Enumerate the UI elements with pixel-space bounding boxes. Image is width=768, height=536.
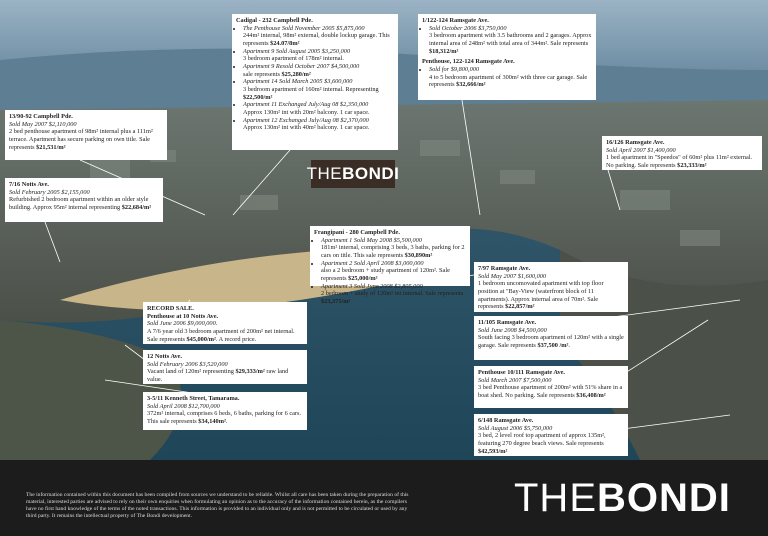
cadigal-title: Cadigal - 232 Campbell Pde. [236,17,313,24]
cadigal-box [232,14,398,150]
campbell-90-box: 13/90-92 Campbell Pde. Sold May 2007 $2,110,000 2 bed penthouse apartment of 98m² internal plus a 111m² terrace. Apartment has secure parking on own title. Sale represents $21,531/m² [5,110,167,160]
cadigal-item: • Apartment 12 Exchanged July/Aug 08 $2,370,000 Approx 130m² int with 40m² balcony. 1 car space. [243,117,394,132]
penthouse-111-box: Penthouse 10/111 Ramsgate Ave. Sold March 2007 $7,500,000 3 bed Penthouse apartment of 200m² with 51% share in a boat shed. No parking. Sale represents $36,408/m² [474,366,628,408]
notts-7-box: 7/16 Notts Ave. Sold February 2005 $2,155,000 Refurbished 2 bedroom apartment within an older style building. Approx 95m² internal representing $22,684/m² [5,178,163,222]
notts-12-box: 12 Notts Ave. Sold February 2006 $3,520,000 Vacant land of 120m² representing $29,333/m² raw land value. [143,350,307,384]
cadigal-item: • Apartment 11 Exchanged July/Aug 08 $2,350,000 Approx 130m² int with 20m² balcony. 1 car space. [243,101,394,116]
record-sale-box: RECORD SALE. Penthouse at 10 Notts Ave. Sold June 2006 $9,000,000. A 7/6 year old 3 bedroom apartment of 200m² net internal. Sale represents $45,000/m². A record price. [143,302,307,344]
cadigal-item: • The Penthouse Sold November 2005 $5,875,000 244m² internal, 98m² external, double lockup garage. This represents $24.07/8m² [243,25,394,48]
the-bondi-logo-small: THE BONDI [311,160,395,188]
ramsgate-148-box: 6/148 Ramsgate Ave. Sold August 2006 $5,750,000 3 bed, 2 level roof top apartment of approx 135m², featuring 270 degree beach views. Sale represents $42,593/m² [474,414,628,456]
ramsgate-105-box: 11/105 Ramsgate Ave. Sold June 2008 $4,500,000 South facing 3 bedroom apartment of 120m² with a single garage. Sale represents $37,500 /m². [474,316,628,360]
cadigal-item: • Apartment 9 Sold August 2005 $3,250,000 3 bedroom apartment of 178m² internal. [243,48,394,63]
cadigal-item: • Apartment 9 Resold October 2007 $4,500,000 sale represents $25,280/m² [243,63,394,78]
ramsgate-126-box: 16/126 Ramsgate Ave. Sold April 2007 $1,400,000 1 bed apartment in "Speedos" of 60m² plus 11m² external. No parking. Sale represents $23,333/m² [602,136,762,170]
ramsgate-97-box: 7/97 Ramsgate Ave. Sold May 2007 $1,600,000 1 bedroom uncomovated apartment with top floor position at "Bay-View (waterfront block of 11 apartments). Approx internal area of 70m². Sale represents $22,857/m² [474,262,628,312]
the-bondi-logo: THEBONDI [514,476,731,520]
disclaimer-text: The information contained within this document has been compiled from sources we understand to be reliable. Whilst all care has been taken during the preparation of this material, interested parties are advised to rely on their own enquiries when formulating an opinion as to the accuracy of the information contained herein, as the compilers have no first hand knowledge of the terms of the noted transactions. This information is provided to an individual only and is not permitted to be circulated or used by any third party. It remains the intellectual property of The Bondi development. [26,492,409,519]
footer [0,460,768,536]
ramsgate-122-box: 1/122-124 Ramsgate Ave. • Sold October 2006 $3,750,000 3 bedroom apartment with 3.5 bathrooms and 2 garages. Approx internal area of 248m² with total area of 344m². Sale represents $18,312/m² Penthouse, 122-124 Ramsgate Ave. • Sold for $9,800,000 4 to 5 bedroom apartment of 300m² with three car garage. Sale represents $32,666/m² [418,14,596,100]
kenneth-street-box: 3-5/11 Kenneth Street, Tamarama. Sold April 2008 $12,700,000 372m² internal, comprises 6 beds, 6 baths, parking for 6 cars. This sale represents $34,140m². [143,392,307,430]
frangipani-box: Frangipani - 280 Campbell Pde. • Apartment 1 Sold May 2008 $5,500,000 181m² internal, comprising 3 beds, 3 baths, parking for 2 cars on title. This sale represents $30,890m² • Apartment 2 Sold April 2008 $3,000,000 also a 2 bedroom + study apartment of 120m². Sale represents $25,000/m² • Apartment 3 Sold June 2008 $2,805,000 2 bedroom + study of 120m² int internal. Sale represents $23,375/m² [310,226,470,286]
cadigal-item: • Apartment 14 Sold March 2005 $3,600,000 3 bedroom apartment of 160m² internal. Representing $22,500/m² [243,78,394,101]
